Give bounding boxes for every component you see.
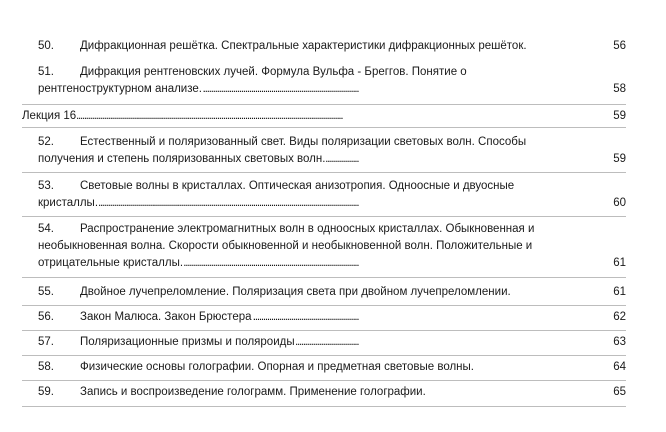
divider [22, 127, 626, 128]
entry-title-continuation: отрицательные кристаллы. [38, 257, 184, 269]
entry-title: Световые волны в кристаллах. Оптическая анизотропия. Одноосные и двуосные [80, 180, 515, 192]
page-number: 61 [612, 284, 626, 301]
entry-number: 57. [38, 336, 54, 348]
dot-leader [22, 108, 626, 125]
entry-title-continuation: кристаллы. [38, 197, 99, 209]
toc-entry-59[interactable] [38, 384, 626, 401]
toc-entry-55[interactable] [38, 284, 626, 301]
toc-entry-52[interactable] [38, 134, 626, 168]
divider [22, 305, 626, 306]
toc-entry-57[interactable] [38, 334, 626, 351]
page-number: 61 [612, 255, 626, 272]
divider [22, 406, 626, 407]
divider [22, 216, 626, 217]
page-number: 59 [612, 108, 626, 125]
page-number: 58 [612, 81, 626, 98]
entry-title-continuation: получения и степень поляризованных световых волн. [38, 153, 326, 165]
lecture-title: Лекция 16 [22, 110, 77, 122]
toc-entry-56[interactable] [38, 309, 626, 326]
entry-title: Запись и воспроизведение голограмм. Применение голографии. [80, 386, 426, 398]
entry-number: 55. [38, 286, 54, 298]
entry-title: Поляризационные призмы и поляроиды [80, 336, 295, 348]
page-number: 60 [612, 195, 626, 212]
entry-title: Естественный и поляризованный свет. Виды поляризации световых волн. Способы [80, 136, 527, 148]
page-number: 59 [612, 151, 626, 168]
divider [22, 277, 626, 278]
divider [22, 355, 626, 356]
page-number: 65 [612, 384, 626, 401]
toc-entry-54[interactable] [38, 221, 626, 272]
divider [22, 330, 626, 331]
entry-title: Дифракционная решётка. Спектральные характеристики дифракционных решёток. [80, 40, 527, 52]
page-number: 64 [612, 359, 626, 376]
entry-number: 53. [38, 180, 54, 192]
entry-title: Закон Малюса. Закон Брюстера [80, 311, 252, 323]
toc-entry-58[interactable] [38, 359, 626, 376]
entry-number: 56. [38, 311, 54, 323]
page-number: 56 [612, 38, 626, 55]
dot-leader [38, 195, 626, 212]
entry-number: 54. [38, 223, 54, 235]
toc-entry-53[interactable] [38, 178, 626, 212]
toc-entry-50[interactable] [38, 38, 626, 55]
divider [22, 380, 626, 381]
entry-title: Распространение электромагнитных волн в одноосных кристаллах. Обыкновенная и [80, 223, 535, 235]
entry-title-continuation: рентгеноструктурном анализе. [38, 83, 202, 95]
divider [22, 104, 626, 105]
page-number: 62 [612, 309, 626, 326]
entry-number: 59. [38, 386, 54, 398]
page-number: 63 [612, 334, 626, 351]
entry-number: 50. [38, 40, 54, 52]
entry-title: Дифракция рентгеновских лучей. Формула Вульфа - Бреггов. Понятие о [80, 66, 467, 78]
entry-title: Физические основы голографии. Опорная и предметная световые волны. [80, 361, 474, 373]
entry-number: 58. [38, 361, 54, 373]
toc-entry-51[interactable] [38, 64, 626, 98]
entry-title: Двойное лучепреломление. Поляризация света при двойном лучепреломлении. [80, 286, 511, 298]
toc-entry-lecture-16[interactable] [22, 108, 626, 125]
divider [22, 172, 626, 173]
entry-number: 51. [38, 66, 54, 78]
entry-title-continuation: необыкновенная волна. Скорости обыкновенной и необыкновенной волн. Положительные и [38, 240, 533, 252]
entry-number: 52. [38, 136, 54, 148]
